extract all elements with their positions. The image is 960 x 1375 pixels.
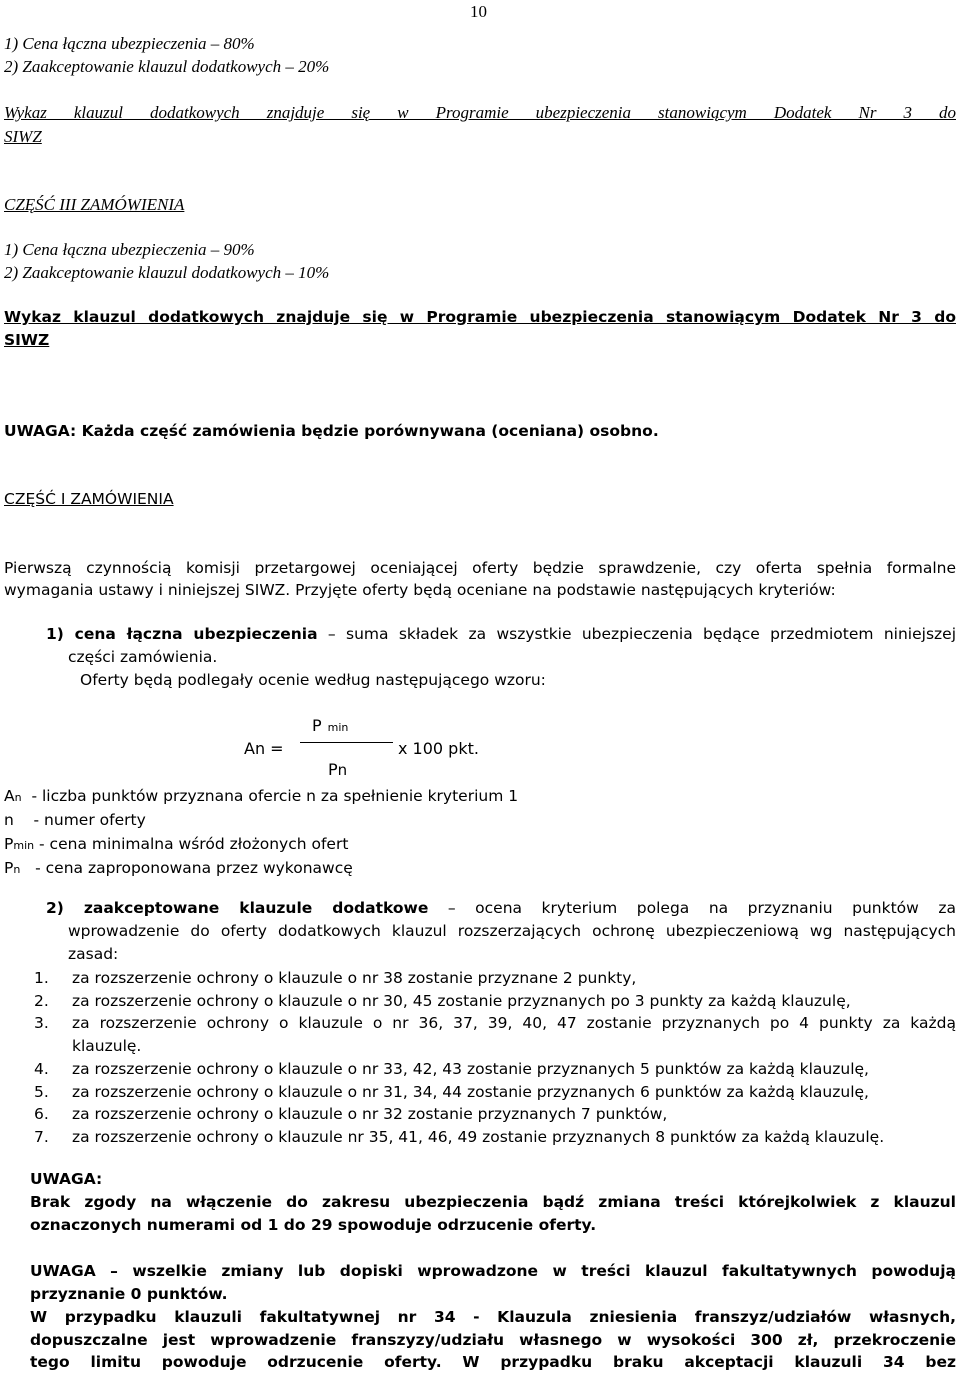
rule-text: za rozszerzenie ochrony o klauzule o nr 30, 45 zostanie przyznanych po 3 punkty za każdą klauzulę, [72,991,851,1010]
legend-symbol: n [4,811,14,829]
rule-text: za rozszerzenie ochrony o klauzule o nr 31, 34, 44 zostanie przyznanych 6 punktów za każdą klauzulę, [72,1082,869,1101]
rule-item [34,967,956,990]
legend-description: - cena zaproponowana przez wykonawcę [20,859,353,877]
legend-row [4,785,518,809]
rule-item [34,1103,956,1126]
note3-line2: przyznanie 0 punktów. [30,1285,228,1303]
rule-number: 7. [34,1127,49,1146]
rule-item [34,990,956,1013]
rule-item [34,1012,956,1035]
legend-description: - numer oferty [13,811,146,829]
rule-text: za rozszerzenie ochrony o klauzule o nr 36, 37, 39, 40, 47 zostanie przyznanych po 4 punkty za każdą [72,1014,956,1033]
note-separate-evaluation: UWAGA: Każda część zamówienia będzie porównywana (oceniana) osobno. [4,422,659,440]
rule-number: 5. [34,1082,49,1101]
formula-legend [4,785,518,881]
rule-text: klauzulę. [72,1037,142,1056]
formula-lhs: An = [244,739,284,758]
part3-criterion-price: 1) Cena łączna ubezpieczenia – 90% [4,240,255,259]
rule-text: za rozszerzenie ochrony o klauzule o nr 32 zostanie przyznanych 7 punktów, [72,1105,668,1124]
legend-symbol-sub: n [14,791,22,804]
clauses-list-note: Wykaz klauzul dodatkowych znajduje się w Programie ubezpieczenia stanowiącym Dodatek Nr 3 do [4,103,956,122]
intro-line: Pierwszą czynnością komisji przetargowej oceniającej oferty będzie sprawdzenie, czy oferta spełnia formalne [4,559,956,577]
criterion2-desc: – ocena kryterium polega na przyznaniu punktów za [428,899,956,917]
note2-line1: Brak zgody na włączenie do zakresu ubezpieczenia bądź zmiana treści którejkolwiek z klauzul [30,1193,956,1211]
legend-symbol-sub: min [13,839,35,852]
legend-description: - cena minimalna wśród złożonych ofert [34,835,349,853]
rule-text: za rozszerzenie ochrony o klauzule o nr 33, 42, 43 zostanie przyznanych 5 punktów za każdą klauzulę, [72,1059,869,1078]
note2-line2: oznaczonych numerami od 1 do 29 spowoduje odrzucenie oferty. [30,1216,597,1234]
rule-number: 3. [34,1014,49,1033]
criterion2-line2: wprowadzenie do oferty dodatkowych klauzul rozszerzających ochronę ubezpieczeniową wg następujących [68,922,956,940]
legend-row [4,833,518,857]
clauses-list-note-end: SIWZ [4,127,42,146]
rule-number: 6. [34,1105,49,1124]
intro-line: wymagania ustawy i niniejszej SIWZ. Przyjęte oferty będą oceniane na podstawie następujących kryteriów: [4,581,836,599]
formula-multiplier: x 100 pkt. [398,739,479,758]
clauses-list-note-2: Wykaz klauzul dodatkowych znajduje się w Programie ubezpieczenia stanowiącym Dodatek Nr 3 do [4,308,956,326]
part1-heading: CZĘŚĆ I ZAMÓWIENIA [4,490,174,508]
rule-item [34,1058,956,1081]
legend-description: - liczba punktów przyznana ofercie n za spełnienie kryterium 1 [21,787,519,805]
fraction-bar [300,742,393,743]
criterion2-title: 2) zaakceptowane klauzule dodatkowe [46,899,429,917]
page-number: 10 [470,2,487,21]
rule-number: 4. [34,1059,49,1078]
points-rules-list [34,967,956,1149]
rule-number: 1. [34,969,49,987]
note3-line3: W przypadku klauzuli fakultatywnej nr 34 - Klauzula zniesienia franszyz/udziałów własnych, [30,1308,956,1326]
clauses-list-note-2-end: SIWZ [4,331,50,349]
rule-text: za rozszerzenie ochrony o klauzule nr 35, 41, 46, 49 zostanie przyznanych 8 punktów za każdą klauzulę. [72,1127,885,1146]
formula-denominator: Pn [328,760,348,779]
legend-symbol: P [4,835,14,853]
rule-item [34,1126,956,1149]
criterion1-title: 1) cena łączna ubezpieczenia [46,625,318,643]
note3-line4: dopuszczalne jest wprowadzenie franszyzy/udziału własnego w wysokości 300 zł, przekroczenie [30,1331,956,1349]
criterion1-desc: – suma składek za wszystkie ubezpieczenia będące przedmiotem niniejszej [317,625,956,643]
part1-intro [4,557,956,601]
criterion-clauses-20: 2) Zaakceptowanie klauzul dodatkowych – 20% [4,57,330,76]
criterion1 [46,625,956,643]
part3-criterion-clauses: 2) Zaakceptowanie klauzul dodatkowych – 10% [4,263,330,282]
criterion2-line3: zasad: [68,945,119,963]
legend-symbol-sub: n [13,863,21,876]
legend-symbol: P [4,859,14,877]
rule-number: 2. [34,991,49,1010]
criterion1-line2: części zamówienia. [68,648,218,666]
criterion-price-80: 1) Cena łączna ubezpieczenia – 80% [4,34,255,53]
note3-line5: tego limitu powoduje odrzucenie oferty. W przypadku braku akceptacji klauzuli 34 bez [30,1353,956,1371]
note3-line1: UWAGA – wszelkie zmiany lub dopiski wprowadzone w treści klauzul fakultatywnych powodują [30,1262,956,1280]
criterion1-formula-intro: Oferty będą podlegały ocenie według następującego wzoru: [80,671,546,689]
legend-symbol: A [4,787,15,805]
legend-row [4,857,518,881]
rule-text: za rozszerzenie ochrony o klauzule o nr 38 zostanie przyznane 2 punkty, [72,969,637,987]
part3-heading: CZĘŚĆ III ZAMÓWIENIA [4,195,185,214]
rule-item [34,1035,956,1058]
rule-item [34,1081,956,1104]
rule-number [34,1035,72,1058]
formula-numerator: P min [312,716,349,735]
criterion2 [46,899,956,917]
legend-row [4,809,518,833]
note2-label: UWAGA: [30,1170,103,1188]
